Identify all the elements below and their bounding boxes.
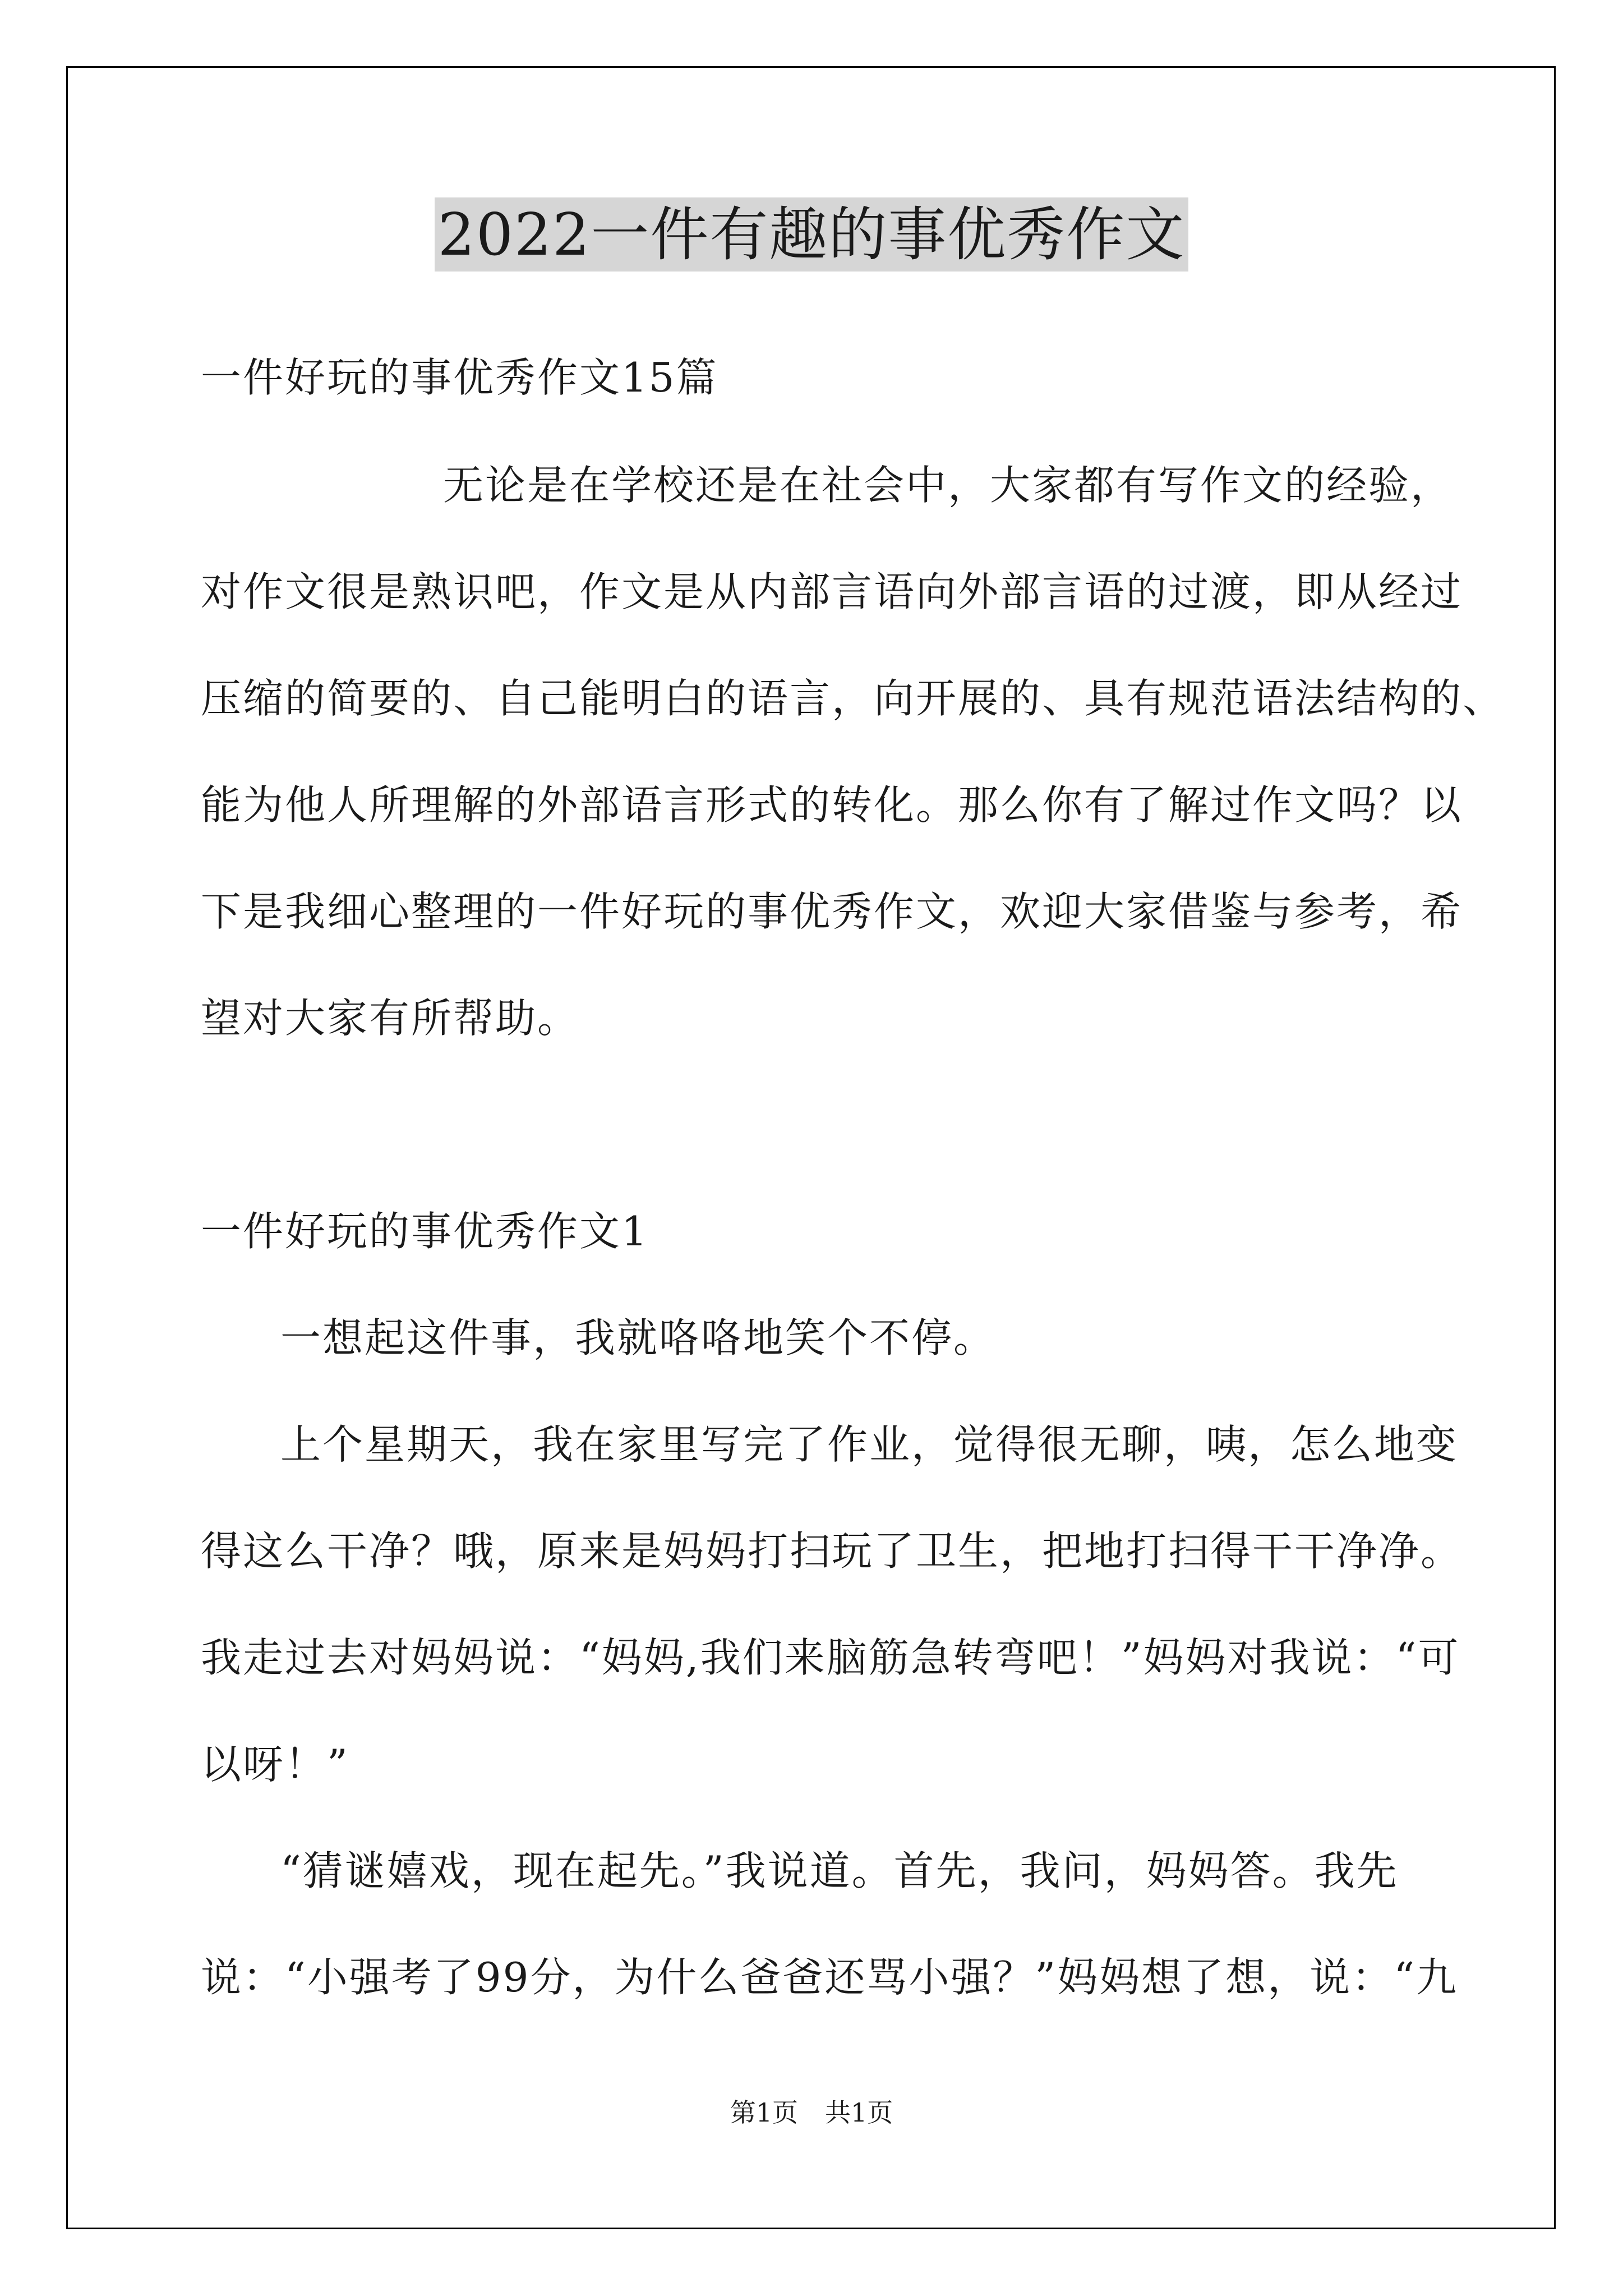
document-subtitle: 一件好玩的事优秀作文15篇 xyxy=(201,354,718,401)
body-line: 一想起这件事，我就咯咯地笑个不停。 xyxy=(280,1314,996,1361)
body-line: 得这么干净？哦，原来是妈妈打扫玩了卫生，把地打扫得干干净净。 xyxy=(201,1527,1463,1575)
intro-line: 下是我细心整理的一件好玩的事优秀作文，欢迎大家借鉴与参考，希 xyxy=(201,888,1463,935)
body-line: 说：“小强考了99分，为什么爸爸还骂小强？”妈妈想了想，说：“九 xyxy=(201,1954,1459,2001)
body-line: 以呀！” xyxy=(201,1741,349,1788)
intro-line: 无论是在学校还是在社会中，大家都有写作文的经验， xyxy=(443,462,1453,509)
body-line: 我走过去对妈妈说：“妈妈,我们来脑筋急转弯吧！”妈妈对我说：“可 xyxy=(201,1634,1460,1681)
body-line: 上个星期天，我在家里写完了作业，觉得很无聊，咦，怎么地变 xyxy=(280,1421,1459,1468)
page-total: 共1页 xyxy=(825,2097,893,2128)
title-wrap xyxy=(0,197,1623,272)
section-heading: 一件好玩的事优秀作文1 xyxy=(201,1208,649,1255)
document-title: 2022一件有趣的事优秀作文 xyxy=(435,197,1189,272)
intro-line: 能为他人所理解的外部语言形式的转化。那么你有了解过作文吗？以 xyxy=(201,781,1463,829)
page-footer xyxy=(0,2097,1623,2128)
intro-line: 压缩的简要的、自己能明白的语言，向开展的、具有规范语法结构的、 xyxy=(201,675,1505,722)
intro-line: 对作文很是熟识吧，作文是从内部言语向外部言语的过渡，即从经过 xyxy=(201,568,1463,615)
intro-line: 望对大家有所帮助。 xyxy=(201,995,580,1042)
body-line: “猜谜嬉戏，现在起先。”我说道。首先，我问，妈妈答。我先 xyxy=(280,1847,1399,1894)
page-number: 第1页 xyxy=(730,2097,798,2128)
